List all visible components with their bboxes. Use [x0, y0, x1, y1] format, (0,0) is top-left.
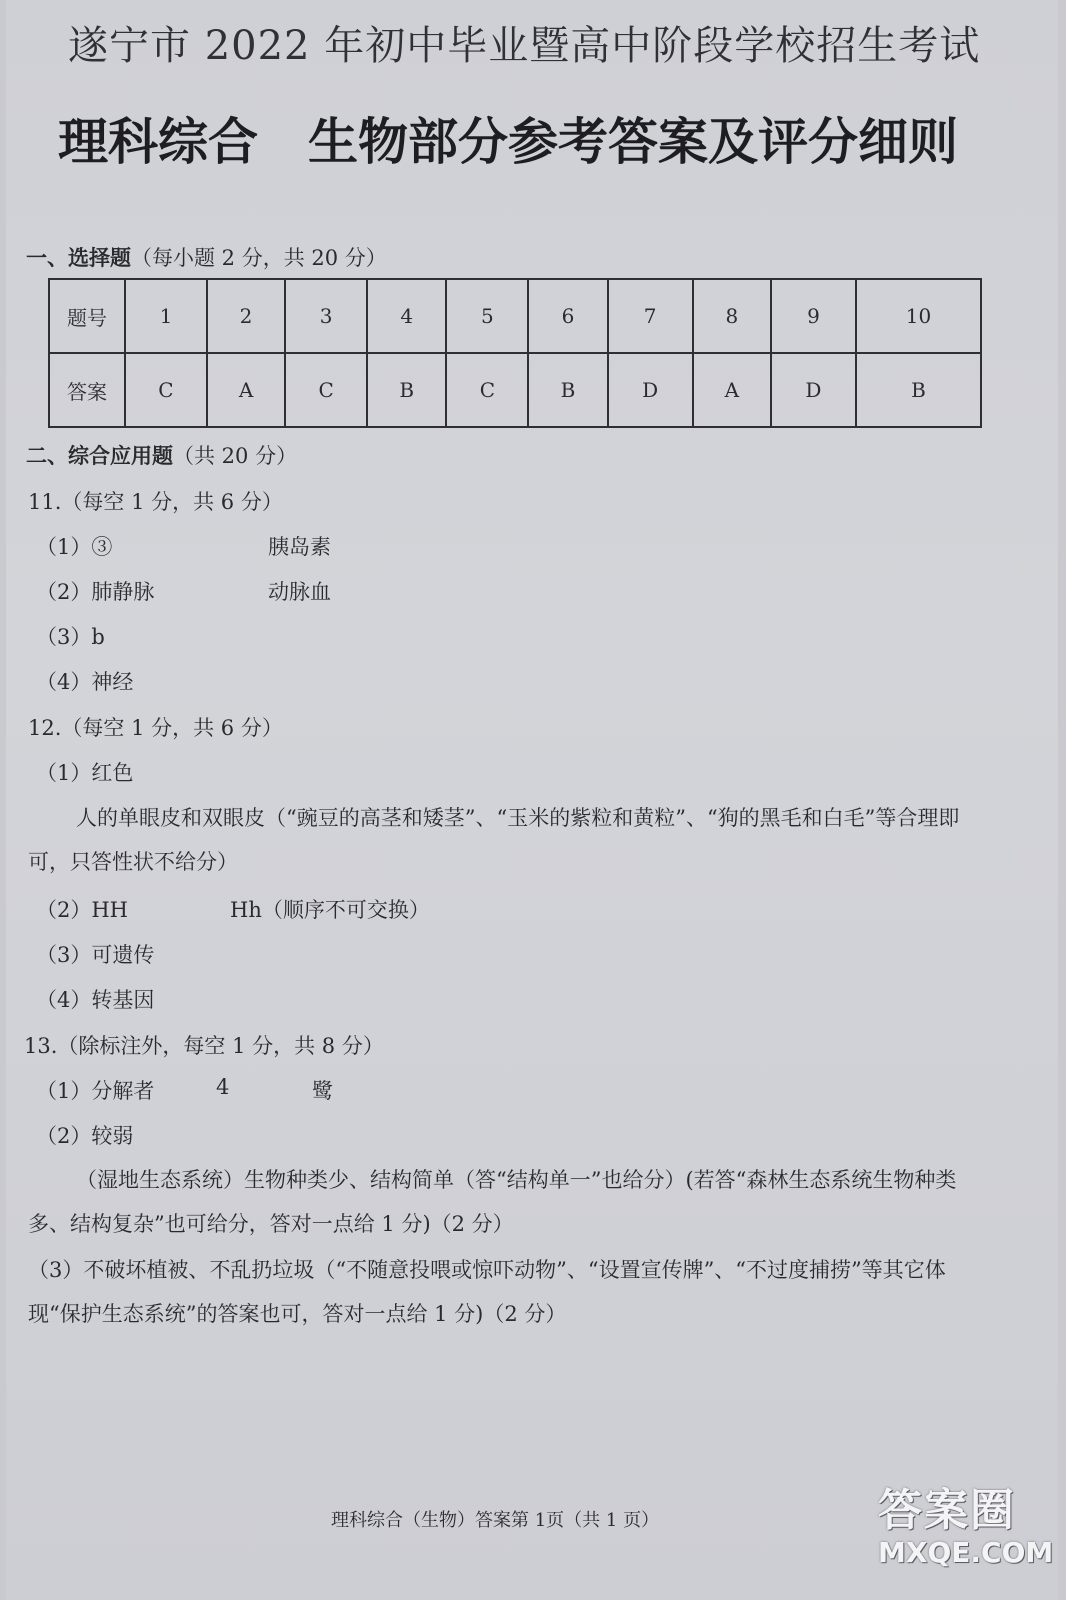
question-number: 7	[608, 279, 693, 353]
q13-answer-1c: 鹭	[312, 1079, 333, 1103]
row-header-answer: 答案	[49, 353, 125, 427]
table-row-numbers	[49, 279, 981, 353]
exam-title: 遂宁市 2022 年初中毕业暨高中阶段学校招生考试	[68, 23, 981, 69]
answer-sheet-page	[6, 0, 1058, 1600]
watermark-logo	[878, 1474, 1054, 1594]
q12-answer-4: （4）转基因	[36, 988, 155, 1012]
q11-answer-1: （1）③	[36, 535, 113, 559]
question-number: 6	[528, 279, 607, 353]
question-number: 1	[125, 279, 207, 353]
answer-cell: C	[125, 353, 207, 427]
answer-cell: D	[771, 353, 856, 427]
question-number: 9	[771, 279, 856, 353]
q12-answer-1: （1）红色	[36, 761, 134, 785]
section-2-heading	[26, 440, 297, 470]
question-number: 2	[207, 279, 285, 353]
section-1-note: （每小题 2 分，共 20 分）	[131, 246, 387, 270]
subject-title: 理科综合	[58, 112, 258, 171]
answer-cell: C	[285, 353, 367, 427]
answer-cell: C	[446, 353, 528, 427]
q11-answer-4: （4）神经	[36, 670, 134, 694]
answer-cell: B	[528, 353, 607, 427]
question-number: 3	[285, 279, 367, 353]
q13-answer-1: （1）分解者	[36, 1079, 155, 1103]
answer-cell: B	[367, 353, 446, 427]
q11-answer-2b: 动脉血	[268, 580, 331, 604]
q11-heading: 11.（每空 1 分，共 6 分）	[28, 490, 283, 514]
answer-cell: B	[856, 353, 981, 427]
section-2-note: （共 20 分）	[173, 444, 298, 468]
answer-cell: D	[608, 353, 693, 427]
q11-answer-3: （3）b	[36, 625, 105, 649]
row-header-number: 题号	[49, 279, 125, 353]
q12-answer-2b: Hh（顺序不可交换）	[230, 898, 430, 922]
section-2-title: 二、综合应用题	[26, 444, 173, 468]
q11-answer-2: （2）肺静脉	[36, 580, 155, 604]
document-title	[58, 102, 1018, 174]
question-number: 10	[856, 279, 981, 353]
answer-table	[48, 278, 982, 428]
question-number: 8	[693, 279, 771, 353]
q11-answer-1b: 胰岛素	[268, 535, 331, 559]
q12-answer-1-note: 人的单眼皮和双眼皮（“豌豆的高茎和矮茎”、“玉米的紫粒和黄粒”、“狗的黑毛和白毛”等合理即可，只答性状不给分）	[28, 806, 960, 874]
answer-cell: A	[207, 353, 285, 427]
section-1-heading	[26, 242, 387, 272]
table-row-answers	[49, 353, 981, 427]
q13-answer-2-note: （湿地生态系统）生物种类少、结构简单（答“结构单一”也给分）(若答“森林生态系统生物种类多、结构复杂”也可给分，答对一点给 1 分)（2 分）	[28, 1168, 957, 1236]
q12-answer-3: （3）可遗传	[36, 943, 155, 967]
answer-key-title: 生物部分参考答案及评分细则	[308, 112, 958, 171]
q12-answer-2: （2）HH	[36, 898, 128, 922]
answer-cell: A	[693, 353, 771, 427]
section-1-title: 一、选择题	[26, 246, 131, 270]
q13-answer-2: （2）较弱	[36, 1124, 134, 1148]
q13-answer-3: （3）不破坏植被、不乱扔垃圾（“不随意投喂或惊吓动物”、“设置宣传牌”、“不过度捕捞”等其它体现“保护生态系统”的答案也可，答对一点给 1 分)（2 分）	[28, 1258, 946, 1326]
q12-heading: 12.（每空 1 分，共 6 分）	[28, 716, 283, 740]
q13-answer-1b: 4	[216, 1075, 230, 1099]
question-number: 4	[367, 279, 446, 353]
question-number: 5	[446, 279, 528, 353]
watermark-text: 答案圈	[878, 1485, 1016, 1536]
q13-heading: 13.（除标注外，每空 1 分，共 8 分）	[24, 1034, 384, 1058]
page-footer: 理科综合（生物）答案第 1页（共 1 页）	[331, 1510, 660, 1531]
watermark-url: MXQE.COM	[878, 1536, 1054, 1569]
